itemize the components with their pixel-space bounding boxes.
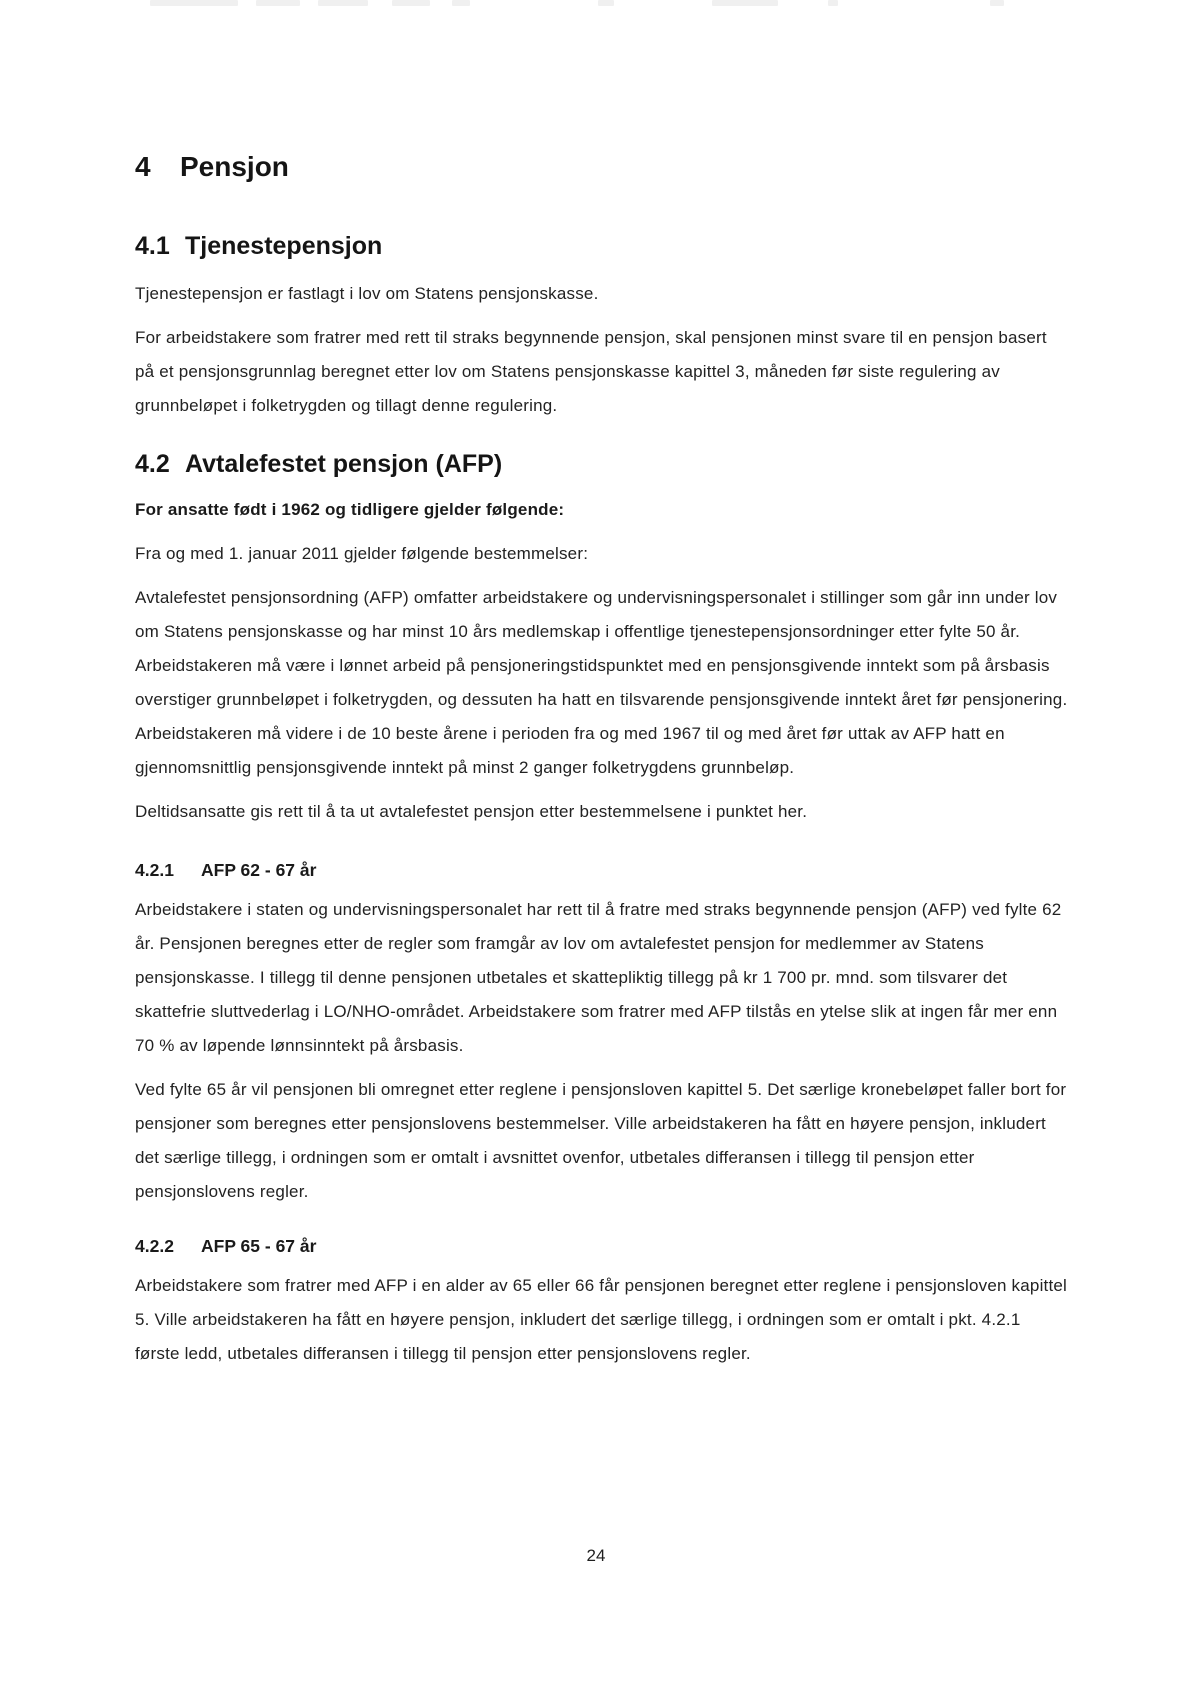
section-title: Tjenestepensjon (185, 232, 383, 260)
section-heading-4-1 (135, 231, 1070, 261)
section-number: 4.1 (135, 232, 170, 260)
paragraph-afp-lead: For ansatte født i 1962 og tidligere gjelder følgende: (135, 500, 565, 519)
section-title: Avtalefestet pensjon (AFP) (185, 450, 503, 478)
section-heading-4-2 (135, 449, 1070, 479)
section-number: 4.2.2 (135, 1236, 174, 1256)
paragraph-afp-65-67-body: Arbeidstakere som fratrer med AFP i en alder av 65 eller 66 får pensjonen beregnet etter reglene i pensjonsloven kapittel 5. Ville arbeidstakeren ha fått en høyere pensjon, inkludert det særlige tillegg, i ordningen som er omtalt i pkt. 4.2.1 første ledd, utbetales differansen i tillegg til pensjon etter pensjonslovens regler. (135, 1276, 1068, 1363)
paragraph-afp-effective-date: Fra og med 1. januar 2011 gjelder følgende bestemmelser: (135, 544, 589, 563)
section-title: AFP 62 - 67 år (201, 860, 317, 880)
page-number: 24 (586, 1546, 606, 1565)
section-heading-4-2-2 (135, 1235, 1070, 1257)
paragraph-afp-62-67-recalc: Ved fylte 65 år vil pensjonen bli omregnet etter reglene i pensjonsloven kapittel 5. Det særlige kronebeløpet faller bort for pensjoner som beregnes etter pensjonslovens bestemmelser. Ville arbeidstakeren ha fått en høyere pensjon, inkludert det særlige tillegg, i ordningen som er omtalt i avsnittet ovenfor, utbetales differansen i tillegg til pensjon etter pensjonslovens regler. (135, 1080, 1067, 1201)
paragraph-afp-conditions: Avtalefestet pensjonsordning (AFP) omfatter arbeidstakere og undervisningspersonalet i stillinger som går inn under lov om Statens pensjonskasse og har minst 10 års medlemskap i offentlige tjenestepensjonsordninger etter fylte 50 år. Arbeidstakeren må være i lønnet arbeid på pensjoneringstidspunktet med en pensjonsgivende inntekt som på årsbasis overstiger grunnbeløpet i folketrygden, og dessuten ha hatt en tilsvarende pensjonsgivende inntekt året før pensjonering. Arbeidstakeren må videre i de 10 beste årene i perioden fra og med 1967 til og med året før uttak av AFP hatt en gjennomsnittlig pensjonsgivende inntekt på minst 2 ganger folketrygdens grunnbeløp. (135, 588, 1068, 777)
chapter-heading (135, 150, 1070, 184)
section-number: 4.2 (135, 450, 170, 478)
chapter-number: 4 (135, 151, 151, 182)
chapter-title: Pensjon (180, 151, 289, 182)
section-number: 4.2.1 (135, 860, 174, 880)
section-heading-4-2-1 (135, 859, 1070, 881)
section-title: AFP 65 - 67 år (201, 1236, 317, 1256)
paragraph-tjenestepensjon-intro: Tjenestepensjon er fastlagt i lov om Statens pensjonskasse. (135, 284, 599, 303)
paragraph-afp-62-67-body: Arbeidstakere i staten og undervisningspersonalet har rett til å fratre med straks begynnende pensjon (AFP) ved fylte 62 år. Pensjonen beregnes etter de regler som framgår av lov om avtalefestet pensjon for medlemmer av Statens pensjonskasse. I tillegg til denne pensjonen utbetales et skattepliktig tillegg på kr 1 700 pr. mnd. som tilsvarer det skattefrie sluttvederlag i LO/NHO-området. Arbeidstakere som fratrer med AFP tilstås en ytelse slik at ingen får mer enn 70 % av løpende lønnsinntekt på årsbasis. (135, 900, 1062, 1055)
paragraph-afp-parttime: Deltidsansatte gis rett til å ta ut avtalefestet pensjon etter bestemmelsene i punktet her. (135, 802, 808, 821)
page-content (135, 0, 1070, 1371)
paragraph-tjenestepensjon-body: For arbeidstakere som fratrer med rett til straks begynnende pensjon, skal pensjonen minst svare til en pensjon basert på et pensjonsgrunnlag beregnet etter lov om Statens pensjonskasse kapittel 3, måneden før siste regulering av grunnbeløpet i folketrygden og tillagt denne regulering. (135, 328, 1047, 415)
